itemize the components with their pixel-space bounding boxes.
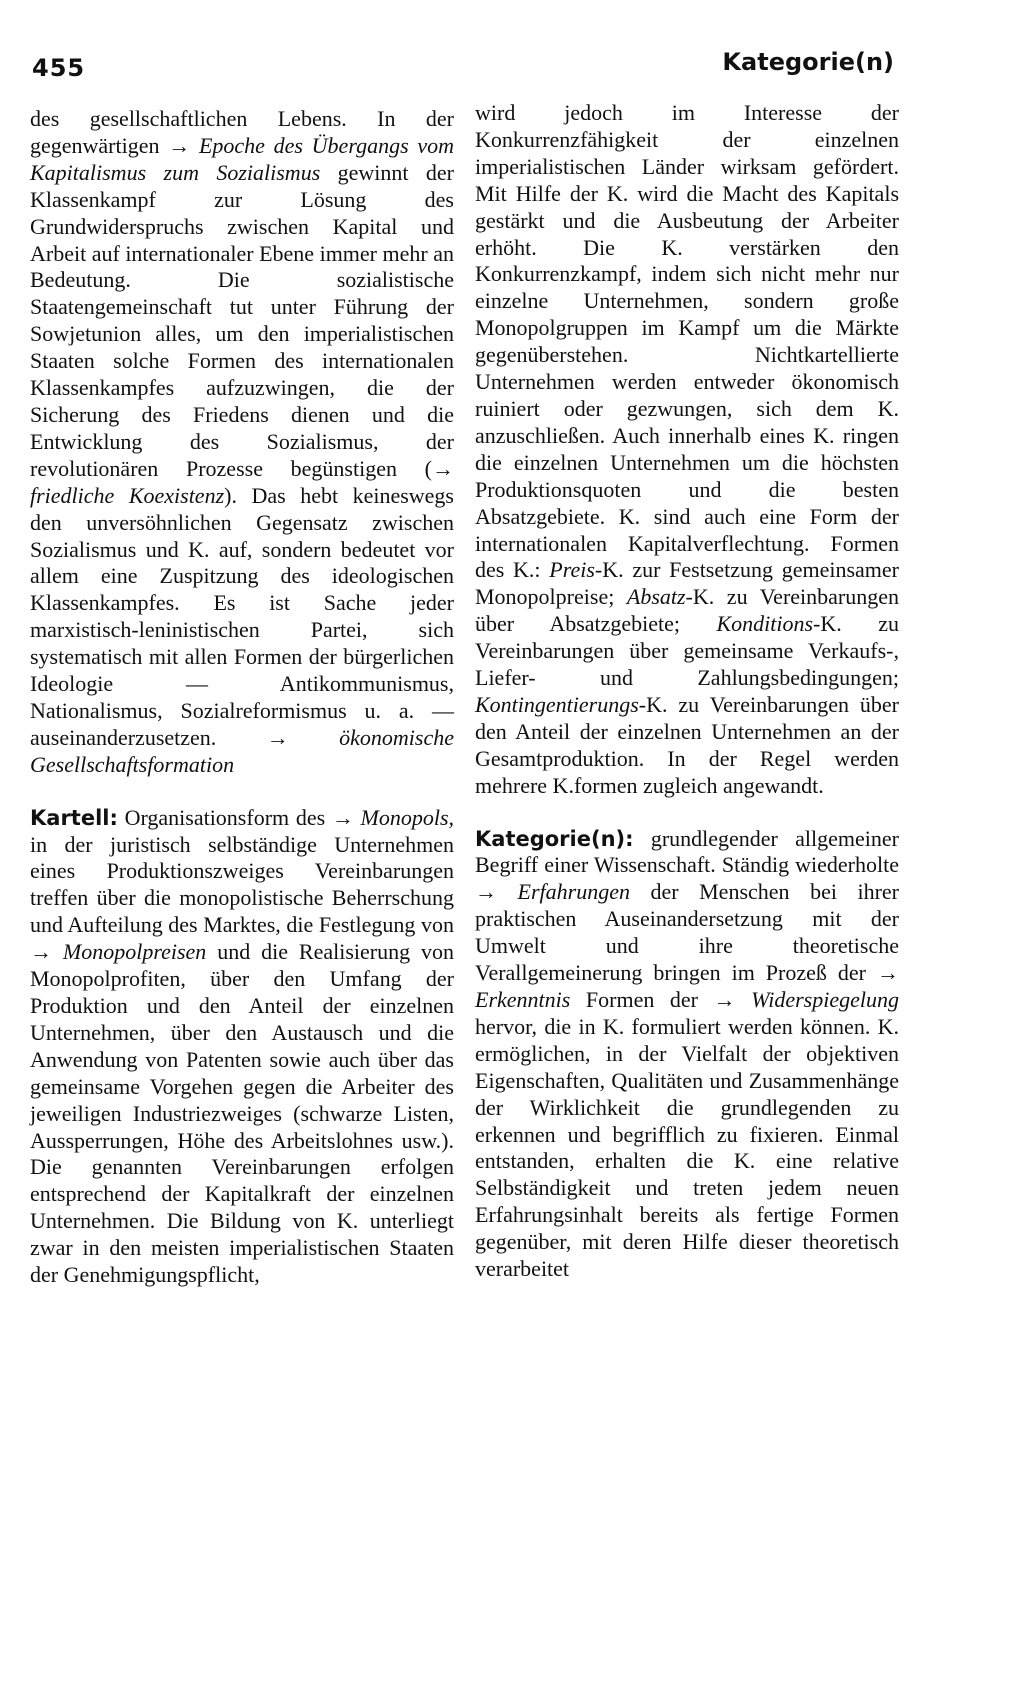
cross-reference: ökonomische Gesellschaftsformation — [30, 724, 454, 777]
cross-reference: Erkenntnis — [475, 987, 571, 1012]
right-column — [475, 100, 899, 1283]
term-emphasis: Kontingentierungs- — [475, 691, 647, 717]
cross-reference: Erfahrungen — [517, 879, 630, 905]
page-number: 455 — [32, 54, 86, 82]
cross-reference: Epoche des Übergangs vom Kapitalismus zum Sozialismus — [30, 132, 454, 185]
entry-kategorie: Kategorie(n): grundlegender allgemeiner Begriff einer Wissenschaft. Ständig wiederholte → Erfahrungen der Menschen bei ihrer praktischen Auseinandersetzung mit der Umwelt und ihre theoretische Verallgemeinerung bringen im Prozeß der → Erkenntnis Formen der → Widerspiegelung hervor, die in K. formuliert werden können. K. ermöglichen, in der Vielfalt der objektiven Eigenschaften, Qualitäten und Zusammenhänge der Wirklichkeit die grundlegenden zu erkennen und begrifflich zu fixieren. Einmal entstanden, erhalten die K. eine relative Selbständigkeit und treten jedem neuen Erfahrungsinhalt bereits als fertige Formen gegenüber, mit deren Hilfe dieser theoretisch verarbeitet — [475, 825, 899, 1282]
term-emphasis: Absatz- — [626, 584, 693, 610]
entry-separator — [30, 779, 454, 805]
cross-reference: Widerspiegelung — [751, 987, 899, 1012]
paragraph-klassenkampf-continuation: des gesellschaftlichen Lebens. In der gegenwärtigen → Epoche des Übergangs vom Kapitalismus zum Sozialismus gewinnt der Klassenkampf zur Lösung des Grundwiderspruchs zwischen Kapital und Arbeit auf internationaler Ebene immer mehr an Bedeutung. Die sozialistische Staatengemeinschaft tut unter Führung der Sowjetunion alles, um den imperialistischen Staaten solche Formen des internationalen Klassenkampfes aufzuzwingen, die der Sicherung des Friedens dienen und die Entwicklung des Sozialismus, der revolutionären Prozesse begünstigen (→ friedliche Koexistenz). Das hebt keineswegs den unversöhnlichen Gegensatz zwischen Sozialismus und K. auf, sondern bedeutet vor allem eine Zuspitzung des ideologischen Klassenkampfes. Es ist Sache jeder marxistisch-leninistischen Partei, sich systematisch mit allen Formen der bürgerlichen Ideologie — Antikommunismus, Nationalismus, Sozialreformismus u. a. — auseinanderzusetzen. → ökonomische Gesellschaftsformation — [30, 106, 454, 777]
entry-kartell-continuation: wird jedoch im Interesse der Konkurrenzfähigkeit der einzelnen imperialistischen Länder wirksam gefördert. Mit Hilfe der K. wird die Macht des Kapitals gestärkt und die Ausbeutung der Arbeiter erhöht. Die K. verstärken den Konkurrenzkampf, indem sich nicht mehr nur einzelne Unternehmen, sondern große Monopolgruppen im Kampf um die Märkte gegenüberstehen. Nichtkartellierte Unternehmen werden entweder ökonomisch ruiniert oder gezwungen, sich dem K. anzuschließen. Auch innerhalb eines K. ringen die einzelnen Unternehmen um die höchsten Produktionsquoten und die besten Absatzgebiete. K. sind auch eine Form der internationalen Kapitalverflechtung. Formen des K.: Preis-K. zur Festsetzung gemeinsamer Monopolpreise; Absatz-K. zu Vereinbarungen über Absatzgebiete; Konditions-K. zu Vereinbarungen über gemeinsame Verkaufs-, Liefer- und Zahlungsbedingungen; Kontingentierungs-K. zu Vereinbarungen über den Anteil der einzelnen Unternehmen an der Gesamtproduktion. In der Regel werden mehrere K.formen zugleich angewandt. — [475, 100, 900, 798]
term-emphasis: Preis- — [549, 557, 603, 583]
term-emphasis: Konditions- — [716, 611, 821, 637]
entry-headword: Kategorie(n): — [475, 826, 634, 851]
entry-kartell: Kartell: Organisationsform des → Monopols, in der juristisch selbständige Unternehmen eines Produktionszweiges Vereinbarungen treffen über die monopolistische Beherrschung und Aufteilung des Marktes, die Festlegung von → Monopolpreisen und die Realisierung von Monopolprofiten, über den Umfang der Produktion und den Anteil der einzelnen Unternehmen, über den Austausch und die Anwendung von Patenten sowie auch über das gemeinsame Vorgehen gegen die Arbeiter des jeweiligen Industriezweiges (schwarze Listen, Aussperrungen, Höhe des Arbeitslohnes usw.). Die genannten Vereinbarungen erfolgen entsprechend der Kapitalkraft der einzelnen Unternehmen. Die Bildung von K. unterliegt zwar in den meisten imperialistischen Staaten der Genehmigungspflicht, — [30, 804, 454, 1288]
entry-separator — [475, 800, 899, 826]
entry-headword: Kartell: — [30, 805, 118, 830]
running-head: Kategorie(n) — [722, 48, 894, 76]
cross-reference: Monopols, — [360, 804, 454, 830]
cross-reference: Monopolpreisen — [62, 939, 207, 965]
cross-reference: friedliche Koexistenz — [30, 482, 225, 508]
left-column — [30, 106, 454, 1289]
